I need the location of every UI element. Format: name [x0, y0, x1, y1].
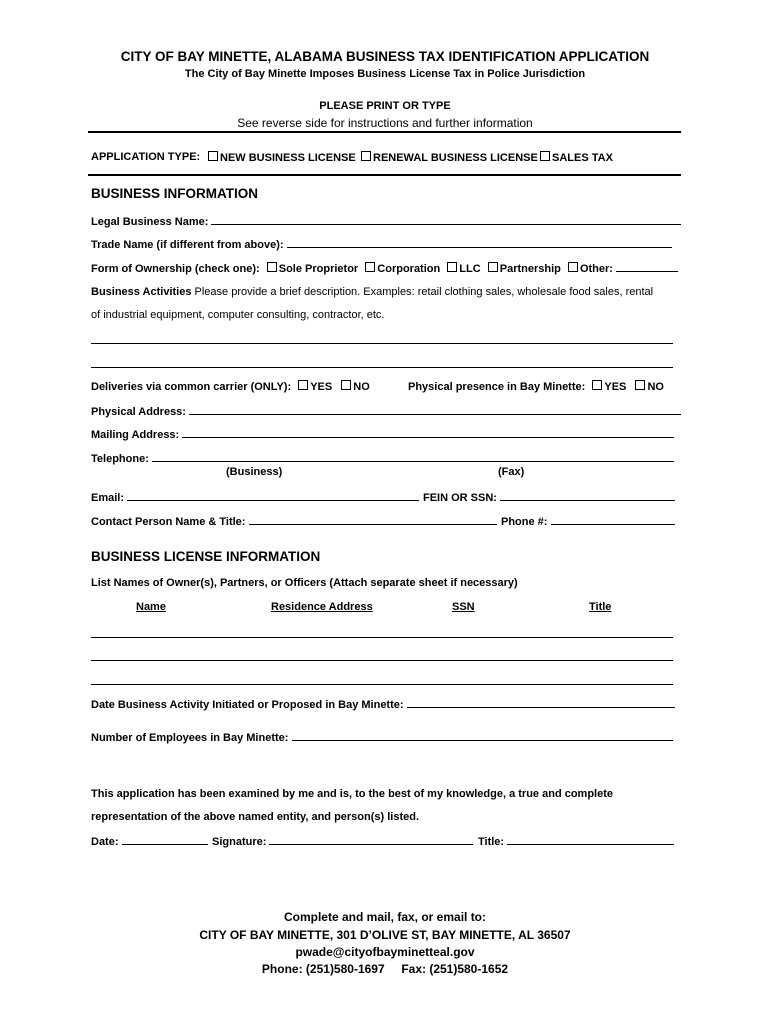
checkbox-icon[interactable] [361, 151, 371, 161]
option-new-business-license[interactable]: NEW BUSINESS LICENSE [208, 151, 356, 164]
legal-business-name-input[interactable] [211, 214, 681, 225]
ownership-llc[interactable]: LLC [447, 263, 480, 275]
business-caption: (Business) [226, 466, 283, 478]
email-field[interactable]: Email: [91, 490, 419, 504]
checkbox-icon[interactable] [208, 151, 218, 161]
checkbox-icon[interactable] [592, 380, 602, 390]
ownership-corporation[interactable]: Corporation [365, 263, 440, 275]
footer-phone-fax: Phone: (251)580-1697 Fax: (251)580-1652 [261, 962, 509, 976]
business-activities-text-cont: of industrial equipment, computer consulting, contractor, etc. [91, 309, 385, 321]
column-title: Title [589, 601, 612, 613]
physical-presence-row: Physical presence in Bay Minette: YES NO [408, 381, 664, 393]
trade-name-field[interactable]: Trade Name (if different from above): [91, 237, 672, 251]
reverse-note: See reverse side for instructions and further information [237, 116, 533, 130]
owner-row-input[interactable] [91, 660, 673, 661]
checkbox-icon[interactable] [540, 151, 550, 161]
signature-field[interactable]: Signature: [212, 834, 473, 848]
business-information-heading: BUSINESS INFORMATION [91, 186, 259, 201]
fein-ssn-input[interactable] [500, 490, 675, 501]
date-initiated-field[interactable]: Date Business Activity Initiated or Proposed in Bay Minette: [91, 697, 675, 711]
physical-address-field[interactable]: Physical Address: [91, 404, 681, 418]
signature-input[interactable] [269, 834, 473, 845]
telephone-input[interactable] [152, 451, 674, 462]
business-activities-input[interactable] [91, 343, 673, 344]
application-type-label: APPLICATION TYPE: [91, 151, 201, 163]
divider [88, 131, 681, 133]
checkbox-icon[interactable] [488, 262, 498, 272]
owner-row-input[interactable] [91, 684, 673, 685]
employees-input[interactable] [292, 730, 673, 741]
footer-address: CITY OF BAY MINETTE, 301 D’OLIVE ST, BAY MINETTE, AL 36507 [199, 928, 571, 942]
attestation-text-cont: representation of the above named entity, and person(s) listed. [91, 811, 420, 823]
telephone-field[interactable]: Telephone: [91, 451, 674, 465]
option-renewal-business-license[interactable]: RENEWAL BUSINESS LICENSE [361, 151, 538, 164]
checkbox-icon[interactable] [568, 262, 578, 272]
contact-person-field[interactable]: Contact Person Name & Title: [91, 514, 497, 528]
business-activities-text: Business Activities Please provide a brief description. Examples: retail clothing sales, wholesale food sales, rental [91, 286, 654, 298]
column-ssn: SSN [452, 601, 475, 613]
ownership-sole-proprietor[interactable]: Sole Proprietor [267, 263, 358, 275]
fax-caption: (Fax) [498, 466, 525, 478]
column-residence-address: Residence Address [271, 601, 373, 613]
title-input[interactable] [507, 834, 674, 845]
checkbox-icon[interactable] [635, 380, 645, 390]
business-activities-input[interactable] [91, 367, 673, 368]
checkbox-icon[interactable] [365, 262, 375, 272]
checkbox-icon[interactable] [447, 262, 457, 272]
ownership-partnership[interactable]: Partnership [488, 263, 561, 275]
form-subtitle: The City of Bay Minette Imposes Business License Tax in Police Jurisdiction [184, 68, 586, 80]
phone-field[interactable]: Phone #: [501, 514, 675, 528]
checkbox-icon[interactable] [298, 380, 308, 390]
footer-instructions: Complete and mail, fax, or email to: [283, 910, 487, 924]
ownership-other-input[interactable] [616, 261, 678, 272]
business-license-information-heading: BUSINESS LICENSE INFORMATION [91, 549, 321, 564]
phone-input[interactable] [551, 514, 675, 525]
mailing-address-field[interactable]: Mailing Address: [91, 427, 674, 441]
date-initiated-input[interactable] [407, 697, 675, 708]
footer-email: pwade@cityofbayminetteal.gov [295, 945, 475, 959]
deliveries-row: Deliveries via common carrier (ONLY): YES NO [91, 381, 370, 393]
ownership-other[interactable]: Other: [568, 263, 613, 275]
trade-name-input[interactable] [287, 237, 672, 248]
physical-address-input[interactable] [189, 404, 681, 415]
deliveries-yes[interactable]: YES [298, 381, 332, 393]
presence-no[interactable]: NO [635, 381, 664, 393]
fein-ssn-field[interactable]: FEIN OR SSN: [423, 490, 675, 504]
column-name: Name [136, 601, 166, 613]
deliveries-no[interactable]: NO [341, 381, 370, 393]
ownership-row: Form of Ownership (check one): Sole Proprietor Corporation LLC Partnership Other: [91, 261, 678, 275]
contact-person-input[interactable] [249, 514, 497, 525]
presence-yes[interactable]: YES [592, 381, 626, 393]
employees-field[interactable]: Number of Employees in Bay Minette: [91, 730, 673, 744]
option-sales-tax[interactable]: SALES TAX [540, 151, 613, 164]
owner-row-input[interactable] [91, 637, 673, 638]
divider [88, 174, 681, 176]
mailing-address-input[interactable] [182, 427, 674, 438]
title-field[interactable]: Title: [478, 834, 674, 848]
checkbox-icon[interactable] [341, 380, 351, 390]
checkbox-icon[interactable] [267, 262, 277, 272]
attestation-text: This application has been examined by me and is, to the best of my knowledge, a true and complete [91, 788, 614, 800]
print-note: PLEASE PRINT OR TYPE [319, 100, 451, 112]
email-input[interactable] [127, 490, 419, 501]
date-input[interactable] [122, 834, 208, 845]
form-title: CITY OF BAY MINETTE, ALABAMA BUSINESS TAX IDENTIFICATION APPLICATION [120, 49, 650, 64]
legal-business-name-field[interactable]: Legal Business Name: [91, 214, 681, 228]
date-field[interactable]: Date: [91, 834, 208, 848]
owners-label: List Names of Owner(s), Partners, or Officers (Attach separate sheet if necessary) [91, 577, 518, 589]
